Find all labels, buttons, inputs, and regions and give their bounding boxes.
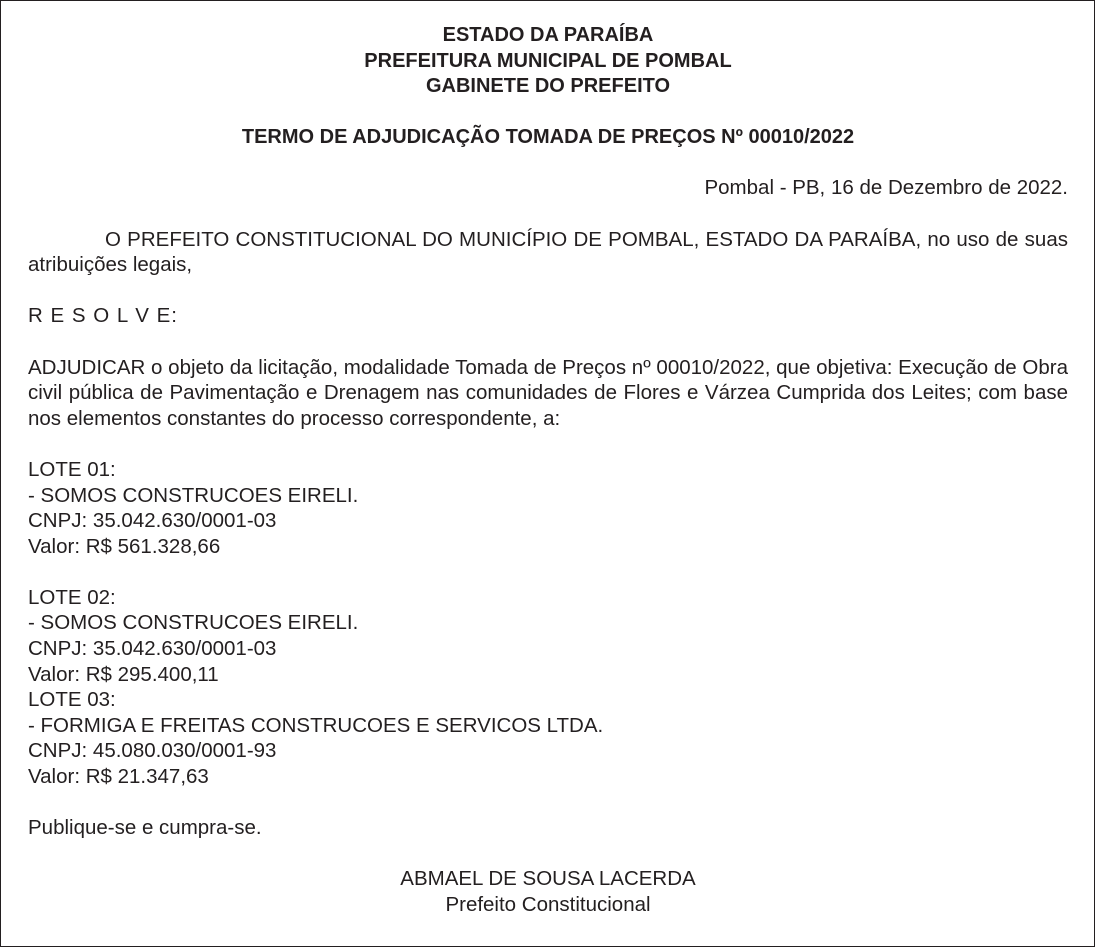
lote-company: - SOMOS CONSTRUCOES EIRELI. <box>28 483 359 507</box>
lote-cnpj: CNPJ: 35.042.630/0001-03 <box>28 509 277 533</box>
lote-value: Valor: R$ 21.347,63 <box>28 765 209 789</box>
signatory-name: ABMAEL DE SOUSA LACERDA <box>400 867 696 891</box>
lote-label: LOTE 03: <box>28 688 116 712</box>
lote-cnpj: CNPJ: 35.042.630/0001-03 <box>28 637 277 661</box>
lote-label: LOTE 02: <box>28 585 116 609</box>
lote-block-02 <box>28 585 1068 687</box>
lote-company: - SOMOS CONSTRUCOES EIRELI. <box>28 611 359 635</box>
date-line: Pombal - PB, 16 de Dezembro de 2022. <box>704 176 1068 200</box>
lote-cnpj: CNPJ: 45.080.030/0001-93 <box>28 739 277 763</box>
signatory-role: Prefeito Constitucional <box>445 893 651 916</box>
resolve-heading: R E S O L V E: <box>28 304 178 328</box>
header-office: GABINETE DO PREFEITO <box>425 75 671 98</box>
lote-value: Valor: R$ 561.328,66 <box>28 534 221 558</box>
lote-block-03 <box>28 687 1068 789</box>
intro-paragraph: O PREFEITO CONSTITUCIONAL DO MUNICÍPIO DE POMBAL, ESTADO DA PARAÍBA, no uso de suas atribuições legais, <box>28 227 1068 277</box>
lote-value: Valor: R$ 295.400,11 <box>28 662 219 686</box>
lote-label: LOTE 01: <box>28 457 116 481</box>
document-title: TERMO DE ADJUDICAÇÃO TOMADA DE PREÇOS Nº 00010/2022 <box>241 125 855 148</box>
closing-line: Publique-se e cumpra-se. <box>28 816 262 840</box>
signature-block <box>28 866 1068 917</box>
header-state: ESTADO DA PARAÍBA <box>442 24 654 46</box>
lote-block-01 <box>28 457 1068 559</box>
header-municipality: PREFEITURA MUNICIPAL DE POMBAL <box>364 49 732 72</box>
document-header <box>28 23 1068 100</box>
adjudication-paragraph: ADJUDICAR o objeto da licitação, modalidade Tomada de Preços nº 00010/2022, que objetiva: Execução de Obra civil pública de Pavimentação e Drenagem nas comunidades de Flores e Várzea Cumprida dos Leites; com base nos elementos constantes do processo correspondente, a: <box>28 355 1068 430</box>
lote-company: - FORMIGA E FREITAS CONSTRUCOES E SERVICOS LTDA. <box>28 713 604 737</box>
